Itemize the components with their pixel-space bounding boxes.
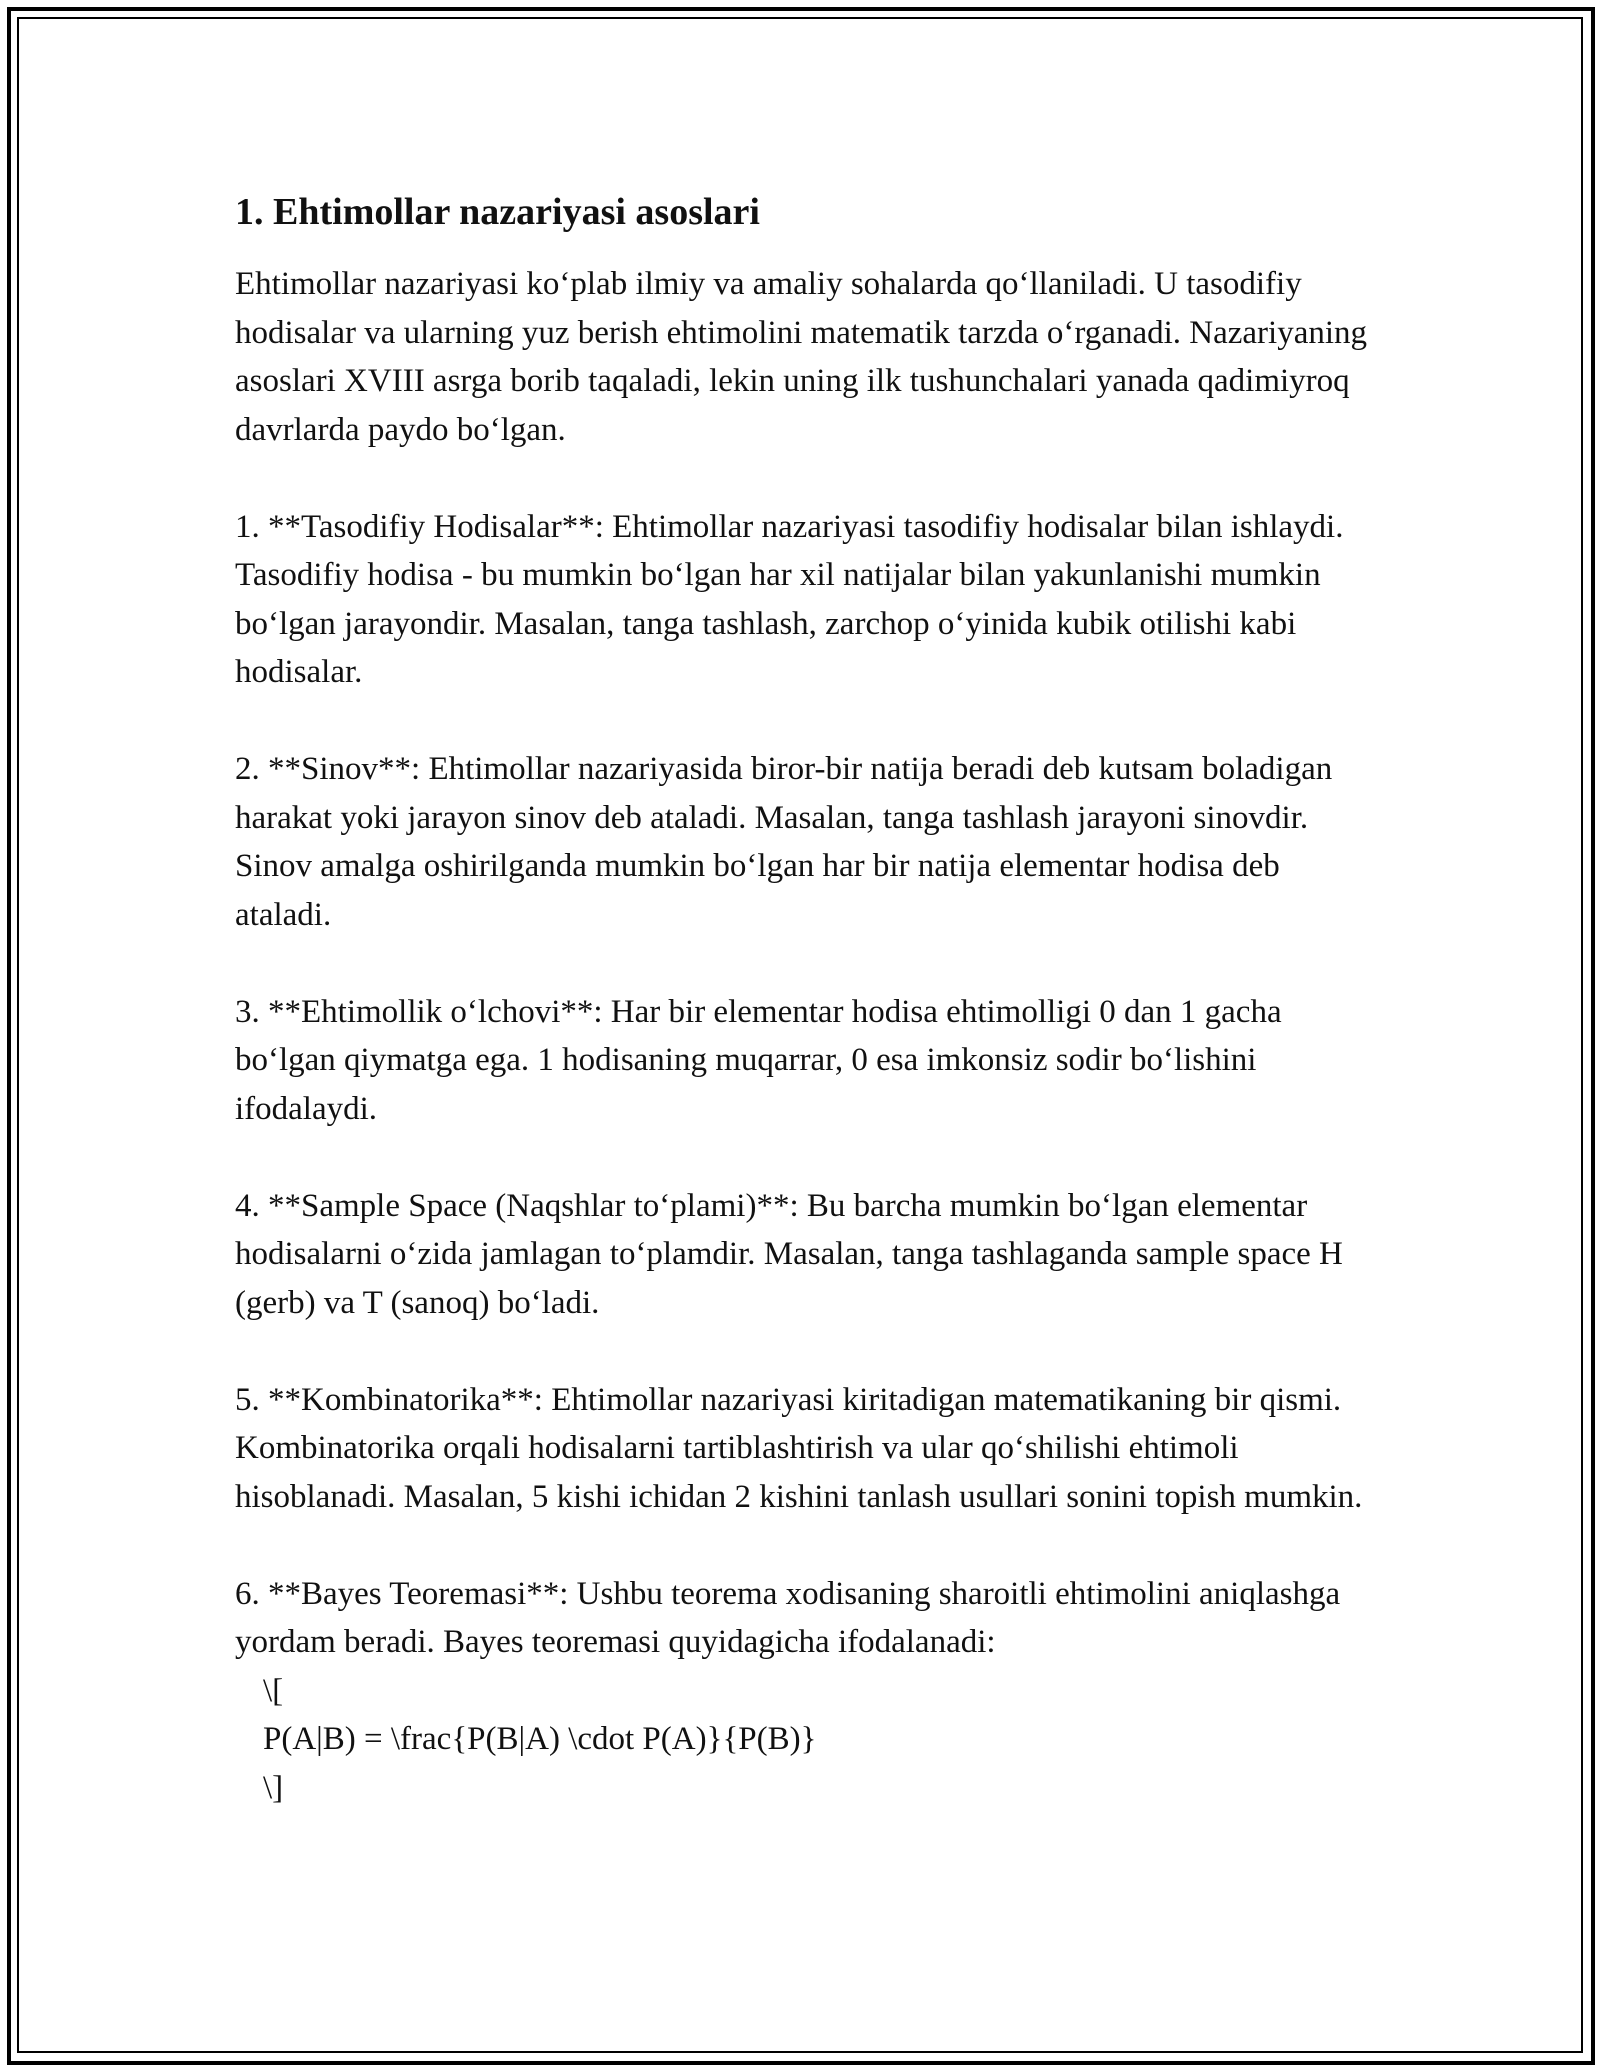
item-ehtimollik-olchovi: 3. **Ehtimollik o‘lchovi**: Har bir elementar hodisa ehtimolligi 0 dan 1 gacha bo‘lgan qiymatga ega. 1 hodisaning muqarrar, 0 esa imkonsiz sodir bo‘lishini ifodalaydi. [235, 993, 1282, 1127]
document-title: 1. Ehtimollar nazariyasi asoslari [235, 191, 760, 233]
item-bayes-teoremasi: 6. **Bayes Teoremasi**: Ushbu teorema xodisaning sharoitli ehtimolini aniqlashga yordam beradi. Bayes teoremasi quyidagicha ifodalanadi: [235, 1575, 1341, 1660]
formula-open-delimiter: \[ [263, 1672, 284, 1709]
document-body [235, 186, 1375, 1812]
item-tasodifiy-hodisalar: 1. **Tasodifiy Hodisalar**: Ehtimollar nazariyasi tasodifiy hodisalar bilan ishlaydi. Tasodifiy hodisa - bu mumkin bo‘lgan har xil natijalar bilan yakunlanishi mumkin bo‘lgan jarayondir. Masalan, tanga tashlash, zarchop o‘yinida kubik otilishi kabi hodisalar. [235, 508, 1344, 690]
item-kombinatorika: 5. **Kombinatorika**: Ehtimollar nazariyasi kiritadigan matematikaning bir qismi. Kombinatorika orqali hodisalarni tartiblashtirish va ular qo‘shilishi ehtimoli hisoblanadi. Masalan, 5 kishi ichidan 2 kishini tanlash usullari sonini topish mumkin. [235, 1381, 1363, 1515]
formula-close-delimiter: \] [263, 1769, 284, 1806]
formula-body: P(A|B) = \frac{P(B|A) \cdot P(A)}{P(B)} [263, 1721, 817, 1757]
item-sample-space: 4. **Sample Space (Naqshlar to‘plami)**: Bu barcha mumkin bo‘lgan elementar hodisalarni o‘zida jamlagan to‘plamdir. Masalan, tanga tashlaganda sample space H (gerb) va T (sanoq) bo‘ladi. [235, 1187, 1343, 1321]
item-sinov: 2. **Sinov**: Ehtimollar nazariyasida biror-bir natija beradi deb kutsam boladigan harakat yoki jarayon sinov deb ataladi. Masalan, tanga tashlash jarayoni sinovdir. Sinov amalga oshirilganda mumkin bo‘lgan har bir natija elementar hodisa deb ataladi. [235, 751, 1333, 933]
bayes-formula [235, 1667, 1375, 1813]
intro-paragraph: Ehtimollar nazariyasi ko‘plab ilmiy va amaliy sohalarda qo‘llaniladi. U tasodifiy hodisalar va ularning yuz berish ehtimolini matematik tarzda o‘rganadi. Nazariyaning asoslari XVIII asrga borib taqaladi, lekin uning ilk tushunchalari yanada qadimiyroq davrlarda paydo bo‘lgan. [235, 266, 1368, 448]
